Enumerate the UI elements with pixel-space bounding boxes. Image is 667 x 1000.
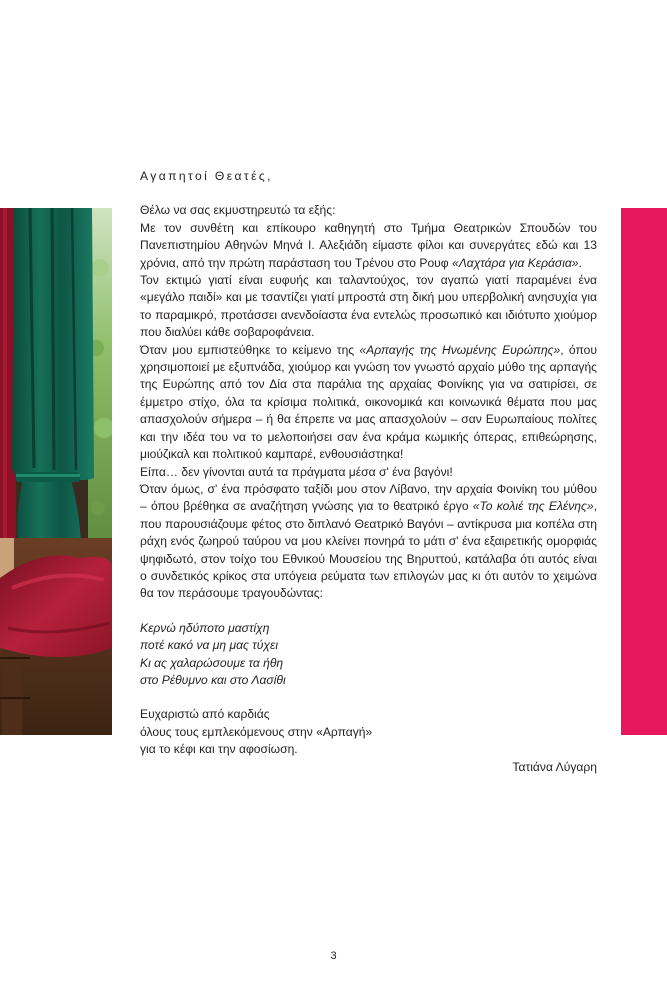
letter-paragraph — [140, 481, 597, 603]
curtain-photo — [0, 208, 112, 735]
poem-verses — [140, 620, 597, 690]
paragraph-text: Τον εκτιμώ γιατί είναι ευφυής και ταλαντούχος, τον αγαπώ γιατί παραμένει ένα «μεγάλο παιδί» και με τσαντίζει γιατί μπροστά στη δική μου υπερβολική ανησυχία για το παραμικρό, προτάσσει ανενδοίαστα ένα εντελώς προσωπικό και ιδιότυπο χιούμορ που διαλύει κάθε σοβαροφάνεια. — [140, 273, 597, 340]
paragraph-text: Είπα… δεν γίνονται αυτά τα πράγματα μέσα σ' ένα βαγόνι! — [140, 464, 453, 479]
page-number: 3 — [330, 950, 337, 962]
letter-paragraph — [140, 220, 597, 272]
letter-greeting: Αγαπητοί Θεατές, — [140, 169, 273, 183]
letter-paragraphs — [140, 202, 597, 602]
letter-paragraph — [140, 342, 597, 464]
paragraph-text: . — [578, 255, 582, 270]
thanks-line: Ευχαριστώ από καρδιάς — [140, 707, 270, 722]
signature: Τατιάνα Λύγαρη — [512, 759, 597, 774]
poem-line: Κερνώ ηδύποτο μαστίχη — [140, 620, 270, 635]
poem-line: στο Ρέθυμνο και στο Λασίθι — [140, 672, 286, 687]
italic-title: «Λαχτάρα για Κεράσια» — [452, 255, 579, 270]
thanks-line: για το κέφι και την αφοσίωση. — [140, 742, 298, 757]
italic-title: «Αρπαγής της Ηνωμένης Ευρώπης» — [359, 342, 561, 357]
letter-paragraph — [140, 464, 597, 481]
italic-title: «Το κολιέ της Ελένης» — [472, 499, 594, 514]
thanks-block — [140, 706, 597, 758]
paragraph-text: Θέλω να σας εκμυστηρευτώ τα εξής: — [140, 203, 336, 218]
poem-line: ποτέ κακό να μη μας τύχει — [140, 638, 279, 653]
letter-body — [140, 168, 597, 776]
letter-paragraph — [140, 202, 597, 219]
paragraph-text: , όπου χρησιμοποιεί με εξυπνάδα, χιούμορ και γνώση τον γνωστό αρχαίο μύθο της αρπαγής της Ευρώπης από τον Δία στα παράλια της αρχαίας Φοινίκης για να σατιρίσει, σε έμμετρο στίχο, όλα τα κρίσιμα πολιτικά, οικονομικά και κοινωνικά θέματα που μας απασχολούν σήμερα – ή θα έπρεπε να μας απασχολούν – σαν Ευρωπαίους πολίτες και την ιδέα του να το μελοποιήσει σαν ένα κράμα κωμικής όπερας, επιθεώρησης, μιούζικαλ και πολιτικού καμπαρέ, ενθουσιάστηκα! — [140, 342, 597, 462]
thanks-line: όλους τους εμπλεκόμενους στην «Αρπαγή» — [140, 724, 373, 739]
paragraph-text: , που παρουσιάζουμε φέτος στο διπλανό Θεατρικό Βαγόνι – αντίκρυσα μια κοπέλα στη ράχη ενός ζωηρού ταύρου να μου κλείνει πονηρά το μάτι σ' ένα εξαιρετικής ομορφιάς ψηφιδωτό, στον τοίχο του Εθνικού Μουσείου της Βηρυττού, κατάλαβα ότι αυτός είναι ο συνδετικός κρίκος στα υπόγεια ρεύματα των επιλογών μας κι ότι αυτόν το χειμώνα θα τον περάσουμε τραγουδώντας: — [140, 499, 597, 601]
paragraph-text: Όταν μου εμπιστεύθηκε το κείμενο της — [140, 342, 360, 357]
accent-bar — [621, 208, 667, 735]
poem-line: Κι ας χαλαρώσουμε τα ήθη — [140, 655, 284, 670]
paragraph-text: Όταν όμως, σ' ένα πρόσφατο ταξίδι μου στον Λίβανο, την αρχαία Φοινίκη του μύθου – όπου βρέθηκα σε αναζήτηση γνώσης για το θεατρικό έργο — [140, 481, 597, 514]
paragraph-text: Με τον συνθέτη και επίκουρο καθηγητή στο Τμήμα Θεατρικών Σπουδών του Πανεπιστημίου Αθηνών Μηνά Ι. Αλεξιάδη είμαστε φίλοι και συνεργάτες εδώ και 13 χρόνια, από την πρώτη παράσταση του Τρένου στο Ρουφ — [140, 220, 597, 270]
letter-paragraph — [140, 272, 597, 342]
